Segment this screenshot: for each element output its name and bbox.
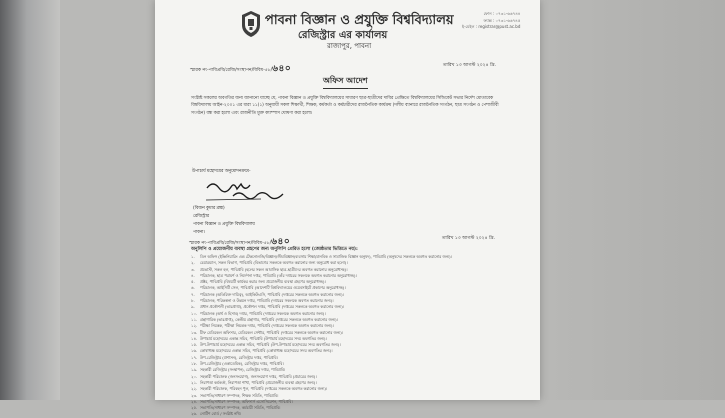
office-name: রেজিস্ট্রার এর কার্যালয়	[298, 30, 388, 41]
list-item-number: ৪.	[191, 272, 195, 278]
memo-number	[190, 61, 291, 76]
list-item-number: ২০.	[191, 373, 198, 379]
list-item-number: ৬.	[191, 285, 195, 291]
list-item-text: সভাপতি/সাধারণ সম্পাদক, কর্মচারী সমিতি, পাবিপ্রবি।	[200, 405, 281, 411]
list-item-number: ২৬.	[191, 411, 198, 417]
list-item-number: ৮.	[191, 298, 195, 304]
list-item-number: ১৭.	[191, 354, 198, 360]
signatory-block	[193, 205, 255, 237]
contact-fax: ফ্যাক্স : ০৭৩১-৬৬৭৪৫	[483, 17, 521, 23]
list-item-text: গ্রন্থাগারিক (ভারপ্রাপ্ত), কেন্দ্রীয় গ্রন্থাগার, পাবিপ্রবি (দপ্তরের সকলকে অবগত করানোর জন্য)।	[200, 316, 338, 322]
list-item-number: ১৯.	[191, 367, 198, 373]
list-item-text: সহকারী পরিচালক (জনসংযোগ), জনসংযোগ দপ্তর, পাবিপ্রবি (প্রচারের জন্য)।	[200, 373, 317, 379]
distribution-heading: অনুলিপি ও প্রয়োজনীয় ব্যবস্থা গ্রহণের জন্য অনুলিপি প্রেরিত হলো (জ্যেষ্ঠতার ভিত্তিতে নয়):	[191, 247, 358, 252]
list-item-text: ডিন অফিস (ইঞ্জিনিয়ারিং এন্ড টেকনোলজি/বিজ্ঞান/জীববিজ্ঞান/ব্যবসায় শিক্ষা/মানবিক ও সামাজিক বিজ্ঞান অনুষদ), পাবিপ্রবি (অনুষদের সকলকে অবগত করানোর জন্য)।	[200, 254, 452, 259]
photo-right-background	[545, 0, 725, 400]
list-item-text: উপ-রেজিস্ট্রার (প্রশাসন), রেজিস্ট্রার দপ্তর, পাবিপ্রবি।	[200, 354, 278, 360]
list-item-text: পরিচালক (অতিরিক্ত দায়িত্ব), আইকিউএসি, পাবিপ্রবি (দপ্তরের সকলকে অবগত করানোর জন্য)।	[200, 291, 344, 297]
order-title: অফিস আদেশ	[323, 75, 368, 89]
memo-number-handwritten: ৬৪০	[272, 64, 292, 74]
list-item-number: ১২.	[191, 323, 198, 329]
list-item-number: ৭.	[191, 291, 195, 297]
signatory-institution: পাবনা বিজ্ঞান ও প্রযুক্তি বিশ্ববিদ্যালয়	[193, 222, 255, 227]
signatory-designation: রেজিস্ট্রার	[193, 214, 210, 219]
photo-left-shadow	[0, 0, 60, 400]
list-item-text: উপ-উপাচার্য মহোদয়ের একান্ত সচিব, পাবিপ্রবি (উপ-উপাচার্য মহোদয়ের সদয় অবগতির জন্য)।	[200, 342, 341, 348]
list-item-text: কোষাধ্যক্ষ মহোদয়ের একান্ত সচিব, পাবিপ্রবি (কোষাধ্যক্ষ মহোদয়ের সদয় অবগতির জন্য)।	[200, 348, 333, 354]
list-item-number: ১৫.	[191, 342, 198, 348]
distribution-list	[191, 254, 509, 418]
list-item-text: পরিচালক (অর্থ ও হিসাব) দপ্তর, পাবিপ্রবি (দপ্তরের সকলকে অবগত করানোর জন্য)।	[200, 310, 326, 316]
contact-info	[462, 11, 520, 31]
registrar-signature	[203, 178, 298, 204]
list-item-number: ৯.	[191, 304, 195, 310]
memo-number-prefix: স্মারক নং-পাবিপ্রবি/রেজি/সংস্থাপন/বিবিধ-৫৮/	[190, 68, 273, 73]
order-body: সংশ্লিষ্ট সকলের অবগতির জন্য জানানো যাচ্ছে যে, পাবনা বিজ্ঞান ও প্রযুক্তি বিশ্ববিদ্যালয়ের সাধারণ ছাত্র-ছাত্রীদের দাবির প্রেক্ষিতে বিশ্ববিদ্যালয়ের সিন্ডিকেট সভার নির্দেশ মোতাবেক বিশ্ববিদ্যালয় আইন-২০০১ এর ধারা ১১(১) অনুযায়ী সকল শিক্ষার্থী, শিক্ষক, কর্মকর্তা ও কর্মচারীদের রাজনৈতিক কার্যক্রম (দলীয় ব্যানারে রাজনৈতিক সংগঠন, ছাত্র সংগঠন ও পেশাজীবী সংগঠন) বন্ধ করা হলো এবং রাজনীতি মুক্ত ক্যাম্পাস ঘোষণা করা হলো।	[191, 96, 499, 116]
list-item-number: ১১.	[191, 316, 198, 322]
list-item-text: সহকারী রেজিস্ট্রার (সংস্থাপন), রেজিস্ট্রার দপ্তর, পাবিপ্রবি।	[200, 367, 286, 373]
contact-email: ই-মেইল : registrar@pust.ac.bd	[462, 24, 521, 29]
list-item-text: প্রক্টর, পাবিপ্রবি (বিষয়টি কার্যকর করার জন্য প্রয়োজনীয় ব্যবস্থা গ্রহণের অনুরোধসহ)।	[200, 279, 326, 285]
list-item-number: ২১.	[191, 379, 198, 385]
list-item-text: উপ-রেজিস্ট্রার (একাডেমিক), রেজিস্ট্রার দপ্তর, পাবিপ্রবি।	[200, 361, 284, 367]
list-item-text: সহকারী পরিচালক, পরিবহন পুল, পাবিপ্রবি (দপ্তরের সকলকে অবগত করানোর জন্য)।	[200, 386, 328, 392]
signatory-city: পাবনা।	[193, 230, 205, 235]
signatory-name: (বিজন কুমার ব্রহ্ম)	[193, 206, 225, 211]
list-item-number: ২.	[191, 260, 195, 266]
list-item-number: ১৪.	[191, 335, 198, 341]
list-item-number: ২৩.	[191, 392, 198, 398]
list-item-text: প্রধান প্রকৌশলী (ভারপ্রাপ্ত), প্রকৌশল দপ্তর, পাবিপ্রবি (দপ্তরের সকলকে অবগত করানোর জন্য)।	[200, 304, 345, 310]
list-item-text: নোটিশ বোর্ড / সংশ্লিষ্ট নথি।	[200, 411, 242, 417]
list-item-text: সভাপতি/সাধারণ সম্পাদক, শিক্ষক সমিতি, পাবিপ্রবি।	[200, 392, 279, 398]
distribution-memo-handwritten: ৬৪০	[271, 237, 291, 247]
contact-phone: ফোন : ০৭৩১-৬৬৭৪৪	[483, 11, 521, 16]
university-name: পাবনা বিজ্ঞান ও প্রযুক্তি বিশ্ববিদ্যালয়	[265, 13, 454, 28]
list-item-text: পরীক্ষা নিয়ন্ত্রক, পরীক্ষা নিয়ন্ত্রক দপ্তর, পাবিপ্রবি (দপ্তরের সকলকে অবগত করানোর জন্য)।	[200, 323, 334, 329]
list-item-text: পরিচালক, পরিকল্পনা ও উন্নয়ন দপ্তর, পাবিপ্রবি (দপ্তরের সকলকে অবগত করানোর জন্য)।	[200, 298, 334, 304]
list-item-text: নিরাপত্তা কর্মকর্তা, নিরাপত্তা শাখা, পাবিপ্রবি (প্রয়োজনীয় ব্যবস্থা গ্রহণের জন্য)।	[200, 379, 317, 385]
memo-date: তারিখ ১৩ আগস্ট ২০২৪ খ্রি.	[443, 63, 497, 68]
list-item-number: ২২.	[191, 386, 198, 392]
list-item-text: সভাপতি/সাধারণ সম্পাদক, অফিসার্স এসোসিয়েশন, পাবিপ্রবি।	[200, 398, 293, 404]
distribution-date: তারিখ ১৩ আগস্ট ২০২৪ খ্রি.	[442, 236, 496, 241]
distribution-memo-prefix: স্মারক নং-পাবিপ্রবি/রেজি/সংস্থাপন/বিবিধ-৫৮/	[189, 241, 272, 246]
list-item-text: চীফ মেডিকেল অফিসার, মেডিকেল সেন্টার, পাবিপ্রবি (দপ্তরের সকলকে অবগত করানোর জন্য)।	[200, 329, 344, 335]
list-item-number: ১৩.	[191, 329, 198, 335]
list-item-text: পরিচালক, ছাত্র পরামর্শ ও নির্দেশনা দপ্তর, পাবিপ্রবি (তাঁর দপ্তরের সকলকে অবগত করানোর অনুরোধসহ)।	[200, 272, 357, 278]
list-item-number: ৩.	[191, 266, 195, 272]
list-item-number: ৫.	[191, 279, 195, 285]
list-item-text: প্রভোস্ট, সকল হল, পাবিপ্রবি (হলের সকল আবাসিক ছাত্র-ছাত্রীদের অবগত করানোর অনুরোধসহ)।	[200, 266, 348, 272]
list-item-text: পরিচালক, আইসিটি সেল, পাবিপ্রবি (আদেশটি বিশ্ববিদ্যালয়ের ওয়েবসাইটে প্রকাশের অনুরোধসহ)।	[200, 285, 346, 291]
list-item-number: ১৬.	[191, 348, 198, 354]
list-item-number: ১৮.	[191, 361, 198, 367]
approval-line: উপাচার্য মহোদয়ের অনুমোদনক্রমে-	[192, 169, 251, 174]
university-logo-icon	[241, 10, 261, 38]
list-item-text: উপাচার্য মহোদয়ের একান্ত সচিব, পাবিপ্রবি (উপাচার্য মহোদয়ের সদয় অবগতির জন্য)।	[200, 335, 327, 341]
list-item-text: চেয়ারম্যান, সকল বিভাগ, পাবিপ্রবি (বিভাগের সকলকে অবগত করানোর জন্য অনুরোধ করা হলো)।	[200, 260, 348, 266]
list-item-number: ১.	[191, 254, 195, 259]
list-item	[191, 411, 509, 417]
office-order-paper	[155, 0, 540, 417]
office-location: রাজাপুর, পাবনা	[327, 42, 372, 50]
list-item-number: ২৪.	[191, 398, 198, 404]
list-item-number: ২৫.	[191, 405, 198, 411]
list-item-number: ১০.	[191, 310, 198, 316]
